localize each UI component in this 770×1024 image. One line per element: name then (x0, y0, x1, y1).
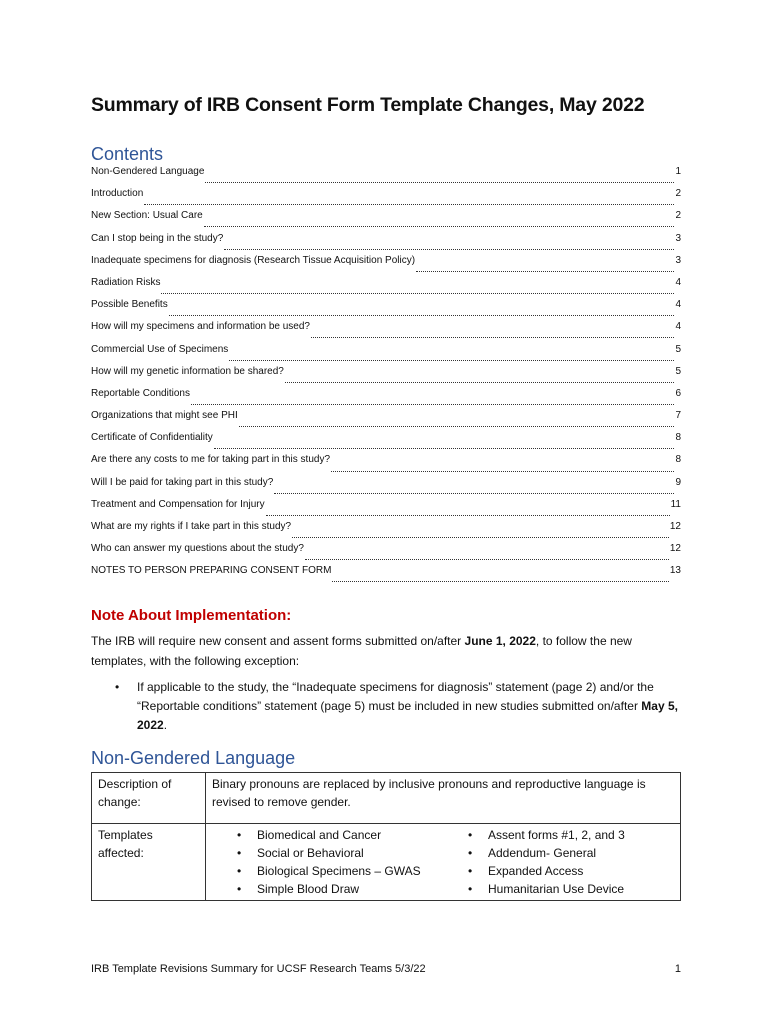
toc-entry[interactable] (91, 321, 681, 343)
toc-entry[interactable] (91, 255, 681, 277)
toc-leader-dots (224, 240, 674, 250)
toc-entry[interactable] (91, 299, 681, 321)
toc-entry-label: Are there any costs to me for taking part in this study? (91, 454, 331, 466)
toc-entry[interactable] (91, 277, 681, 299)
toc-entry-label: Certificate of Confidentiality (91, 432, 213, 444)
toc-page-number: 8 (675, 432, 681, 444)
list-item: • Assent forms #1, 2, and 3 (443, 826, 625, 844)
list-item: • Biological Specimens – GWAS (212, 862, 443, 880)
list-item: • Social or Behavioral (212, 844, 443, 862)
toc-leader-dots (191, 395, 674, 405)
page-number: 1 (674, 963, 681, 975)
toc-entry[interactable] (91, 210, 681, 232)
list-item: • Simple Blood Draw (212, 880, 443, 898)
toc-entry-label: Reportable Conditions (91, 387, 190, 399)
toc-entry-label: Inadequate specimens for diagnosis (Research Tissue Acquisition Policy) (91, 254, 416, 266)
list-item: • Addendum- General (443, 844, 625, 862)
templates-cell (206, 824, 681, 901)
toc-page-number: 2 (675, 210, 681, 222)
toc-leader-dots (311, 328, 674, 338)
contents-heading: Contents (91, 144, 164, 164)
toc-leader-dots (305, 550, 669, 560)
toc-leader-dots (204, 217, 675, 227)
toc-page-number: 7 (675, 410, 681, 422)
toc-leader-dots (285, 373, 675, 383)
toc-page-number: 5 (675, 343, 681, 355)
toc-entry-label: How will my genetic information be shared? (91, 365, 284, 377)
toc-leader-dots (144, 195, 674, 205)
toc-leader-dots (266, 506, 670, 516)
toc-leader-dots (229, 351, 674, 361)
toc-leader-dots (274, 484, 674, 494)
bullet-icon: • (115, 680, 120, 694)
toc-entry-label: Organizations that might see PHI (91, 410, 238, 422)
toc-page-number: 4 (675, 299, 681, 311)
toc-page-number: 3 (675, 254, 681, 266)
list-item: • Humanitarian Use Device (443, 880, 625, 898)
toc-entry-label: Possible Benefits (91, 299, 168, 311)
templates-label: Templates affected: (92, 824, 206, 901)
toc-leader-dots (239, 417, 675, 427)
toc-leader-dots (214, 439, 675, 449)
toc-entry[interactable] (91, 344, 681, 366)
toc-entry[interactable] (91, 410, 681, 432)
toc-leader-dots (416, 262, 674, 272)
toc-entry-label: Radiation Risks (91, 276, 161, 288)
non-gendered-heading: Non-Gendered Language (91, 748, 296, 768)
table-of-contents (91, 166, 681, 588)
toc-entry[interactable] (91, 188, 681, 210)
toc-page-number: 13 (669, 565, 681, 577)
toc-entry-label: NOTES TO PERSON PREPARING CONSENT FORM (91, 565, 332, 577)
paragraph-text-end: , to follow the new templates, with the following exception: (91, 634, 632, 668)
toc-entry[interactable] (91, 366, 681, 388)
toc-entry[interactable] (91, 432, 681, 454)
bullet-text-start: If applicable to the study, the “Inadequate specimens for diagnosis” statement (page 2) and/or the “Reportable conditions” statement (page 5) must be included in new studies submitted on/after (137, 680, 654, 713)
toc-leader-dots (169, 306, 675, 316)
toc-page-number: 11 (670, 498, 681, 510)
toc-entry-label: New Section: Usual Care (91, 210, 203, 222)
toc-page-number: 5 (675, 365, 681, 377)
exception-bullet (91, 678, 681, 735)
toc-page-number: 4 (675, 276, 681, 288)
toc-entry[interactable] (91, 521, 681, 543)
templates-list-left (212, 826, 443, 898)
toc-page-number: 2 (675, 188, 681, 200)
toc-entry-label: Introduction (91, 188, 144, 200)
toc-entry-label: Will I be paid for taking part in this study? (91, 476, 274, 488)
toc-leader-dots (205, 173, 674, 183)
toc-entry-label: Who can answer my questions about the study? (91, 543, 304, 555)
toc-page-number: 6 (675, 387, 681, 399)
toc-page-number: 1 (675, 166, 681, 177)
toc-entry-label: Non-Gendered Language (91, 166, 205, 177)
table-row (92, 824, 681, 901)
list-item: • Biomedical and Cancer (212, 826, 443, 844)
note-heading: Note About Implementation: (91, 607, 292, 624)
toc-leader-dots (292, 528, 669, 538)
toc-entry[interactable] (91, 477, 681, 499)
paragraph-date: June 1, 2022 (464, 634, 536, 648)
bullet-date: May 5, 2022 (137, 699, 678, 732)
toc-entry[interactable] (91, 543, 681, 565)
toc-page-number: 12 (669, 521, 681, 532)
toc-page-number: 9 (675, 476, 681, 488)
page-footer (91, 963, 681, 975)
toc-page-number: 8 (675, 454, 681, 466)
toc-page-number: 3 (675, 232, 681, 244)
toc-entry-label: Treatment and Compensation for Injury (91, 498, 265, 510)
toc-entry[interactable] (91, 166, 681, 188)
toc-entry[interactable] (91, 499, 681, 521)
toc-entry[interactable] (91, 233, 681, 255)
toc-leader-dots (331, 462, 674, 472)
document-title: Summary of IRB Consent Form Template Changes, May 2022 (91, 94, 645, 116)
toc-page-number: 12 (669, 543, 681, 555)
templates-list-right (443, 826, 625, 898)
description-text: Binary pronouns are replaced by inclusive pronouns and reproductive language is revised to remove gender. (206, 773, 681, 824)
table-row (92, 773, 681, 824)
toc-entry[interactable] (91, 388, 681, 410)
toc-entry-label: What are my rights if I take part in this study? (91, 521, 292, 532)
toc-leader-dots (332, 572, 668, 582)
bullet-text-end: . (163, 718, 168, 732)
footer-text: IRB Template Revisions Summary for UCSF Research Teams 5/3/22 (91, 963, 426, 975)
description-label: Description of change: (92, 773, 206, 824)
toc-leader-dots (161, 284, 674, 294)
list-item: • Expanded Access (443, 862, 625, 880)
toc-entry-label: How will my specimens and information be used? (91, 321, 310, 333)
toc-entry[interactable] (91, 565, 681, 587)
paragraph-text-start: The IRB will require new consent and assent forms submitted on/after (91, 634, 465, 648)
toc-page-number: 4 (675, 321, 681, 333)
implementation-paragraph (91, 631, 681, 671)
toc-entry-label: Can I stop being in the study? (91, 232, 224, 244)
toc-entry[interactable] (91, 454, 681, 476)
change-table (91, 772, 681, 901)
toc-entry-label: Commercial Use of Specimens (91, 343, 229, 355)
